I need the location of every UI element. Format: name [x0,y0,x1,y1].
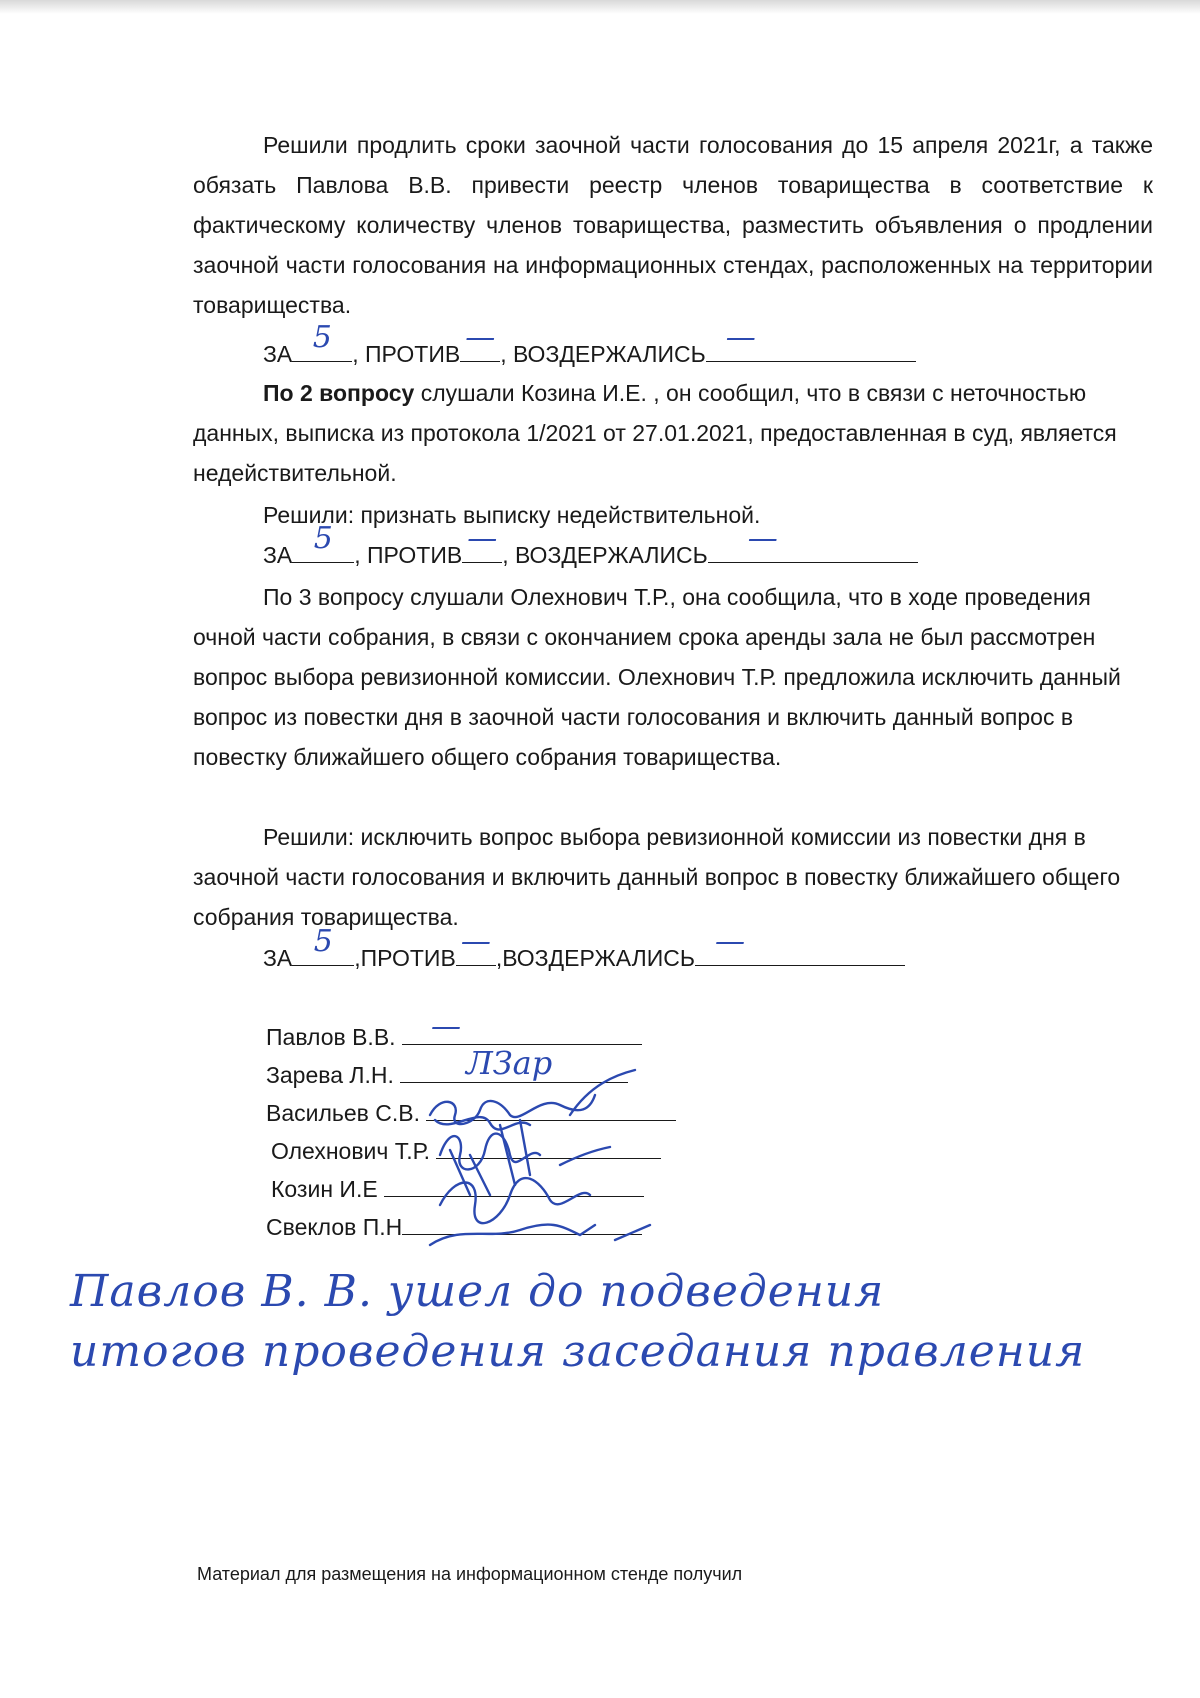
vote-protiv-value: — [465,320,496,355]
signatory-name: Козин И.Е [271,1176,378,1202]
vote-vozd-label: , ВОЗДЕРЖАЛИСЬ [502,542,708,568]
footer-text: Материал для размещения на информационном стенде получил [197,1564,743,1584]
question-2-heading: По 2 вопросу [263,380,415,406]
paragraph-1-text: Решили продлить сроки заочной части голосования до 15 апреля 2021г, а также обязать Павлова В.В. привести реестр членов товарищества в соответствие к фактическому количеству членов товарищества, разместить объявления о продлении заочной части голосования на информационных стендах, расположенных на территории товарищества. [193,132,1153,318]
signature-mark-pavlov: — [431,1009,461,1044]
vote-vozd-field [695,924,905,966]
handwritten-note-line-1: Павлов В. В. ушел до подведения [70,1266,885,1317]
vote-line-3 [193,924,1153,978]
vote-za-value: 5 [313,924,333,959]
paragraph-extend-voting [193,125,1153,325]
vote-protiv-label: ,ПРОТИВ [354,945,456,971]
vote-za-field [292,924,354,966]
question-2-text: слушали Козина И.Е. , он сообщил, что в связи с неточностью данных, выписка из протокола 1/2021 от 27.01.2021, предоставленная в суд, является недействительной. [193,380,1117,486]
vote-protiv-value: — [467,521,498,556]
vote-za-value: 5 [312,320,332,355]
decision-3 [193,817,1153,937]
vote-protiv-label: , ПРОТИВ [352,341,461,367]
signature-mark-zareva: ЛЗар [466,1044,553,1082]
vote-protiv-label: , ПРОТИВ [354,542,463,568]
signature-scribbles [420,1055,680,1255]
vote-vozd-value: — [747,521,778,556]
vote-protiv-value: — [460,924,491,959]
paragraph-question-3 [193,577,1153,777]
vote-protiv-field [462,521,502,563]
vote-za-field [292,521,354,563]
vote-za-value: 5 [313,521,333,556]
vote-za-field [292,320,352,362]
vote-line-1 [193,320,1153,374]
handwritten-note-line-2: итогов проведения заседания правления [70,1326,1086,1377]
handwritten-note [70,1262,1200,1382]
paragraph-question-2 [193,373,1153,493]
vote-vozd-label: ,ВОЗДЕРЖАЛИСЬ [495,945,695,971]
question-3-text: По 3 вопросу слушали Олехнович Т.Р., она сообщила, что в ходе проведения очной части собрания, в связи с окончанием срока аренды зала не был рассмотрен вопрос выбора ревизионной комиссии. Олехнович Т.Р. предложила исключить данный вопрос из повестки дня в заочной части голосования и включить данный вопрос в повестку ближайшего общего собрания товарищества. [193,584,1121,770]
decision-3-text: Решили: исключить вопрос выбора ревизионной комиссии из повестки дня в заочной части голосования и включить данный вопрос в повестку ближайшего общего собрания товарищества. [193,824,1121,930]
decision-2-text: Решили: признать выписку недействительной. [263,502,761,528]
signatory-name: Васильев С.В. [266,1100,421,1126]
vote-za-label: ЗА [263,542,293,568]
vote-vozd-label: , ВОЗДЕРЖАЛИСЬ [500,341,706,367]
scan-edge [0,0,1200,14]
vote-vozd-field [706,320,916,362]
vote-line-2 [193,521,1153,575]
vote-vozd-value: — [714,924,745,959]
signatory-name: Зарева Л.Н. [266,1062,394,1088]
vote-za-label: ЗА [263,945,293,971]
vote-protiv-field [456,924,496,966]
vote-za-label: ЗА [263,341,293,367]
vote-vozd-value: — [725,320,756,355]
vote-protiv-field [460,320,500,362]
signatory-name: Олехнович Т.Р. [271,1138,431,1164]
vote-vozd-field [708,521,918,563]
signatory-name: Свеклов П.Н [266,1214,403,1240]
signatory-name: Павлов В.В. [266,1024,396,1050]
